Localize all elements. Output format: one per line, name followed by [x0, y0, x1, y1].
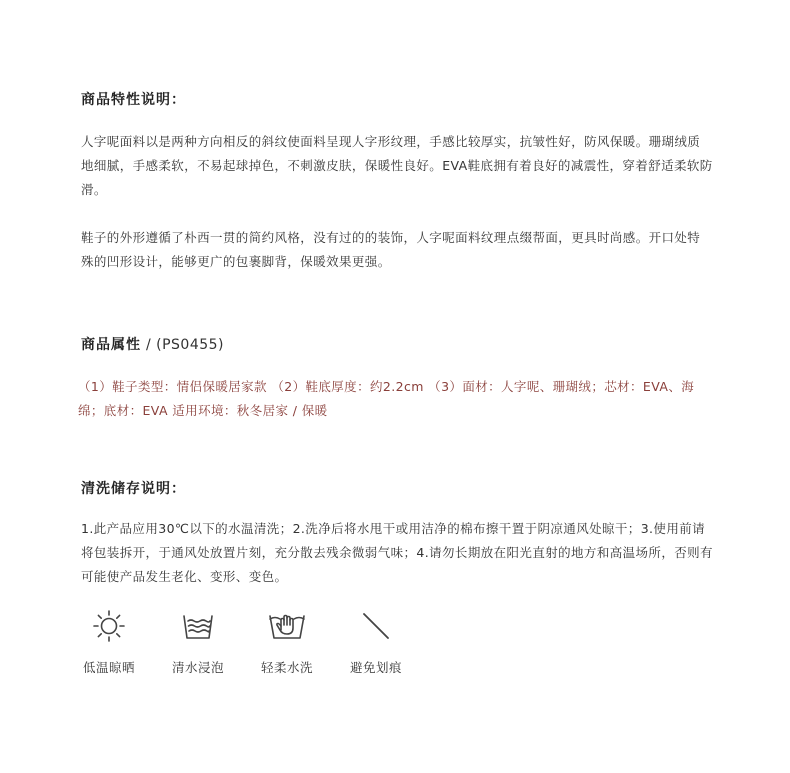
care-label-scratch: 避免划痕	[349, 660, 402, 675]
care-label-handwash: 轻柔水洗	[260, 660, 313, 675]
care-item-sun	[74, 608, 144, 676]
care-item-handwash	[252, 608, 322, 676]
care-title: 清洗储存说明：	[81, 481, 186, 497]
attributes-title	[81, 334, 224, 354]
attributes-title-text: 商品属性	[81, 337, 141, 353]
care-label-sun: 低温晾晒	[82, 660, 135, 675]
slash-icon	[358, 608, 394, 644]
features-title: 商品特性说明：	[81, 92, 186, 108]
care-text: 1.此产品应用30℃以下的水温清洗；2.洗净后将水甩干或用洁净的棉布擦干置于阴凉通风处晾干；3.使用前请将包装拆开，于通风处放置片刻，充分散去残余微弱气味；4.请勿长期放在阳光直射的地方和高温场所，否则有可能使产品发生老化、变形、变色。	[81, 521, 713, 584]
hand-wash-icon	[267, 608, 307, 644]
sun-icon	[91, 608, 127, 644]
water-basin-icon	[180, 608, 216, 644]
attributes-text: （1）鞋子类型：情侣保暖居家款 （2）鞋底厚度：约2.2cm （3）面材：人字呢、珊瑚绒；芯材：EVA、海绵；底材：EVA 适用环境：秋冬居家 / 保暖	[78, 379, 695, 418]
care-item-scratch	[341, 608, 411, 676]
features-paragraph-2: 鞋子的外形遵循了朴西一贯的简约风格，没有过的的装饰，人字呢面料纹理点缀帮面，更具时尚感。开口处特殊的凹形设计，能够更广的包裹脚背，保暖效果更强。	[81, 230, 701, 269]
features-paragraph-1: 人字呢面料以是两种方向相反的斜纹使面料呈现人字形纹理，手感比较厚实，抗皱性好，防风保暖。珊瑚绒质地细腻，手感柔软，不易起球掉色，不刺激皮肤，保暖性良好。EVA鞋底拥有着良好的减震性，穿着舒适柔软防滑。	[81, 134, 713, 197]
attributes-code: / (PS0455)	[141, 337, 224, 353]
care-label-basin: 清水浸泡	[171, 660, 224, 675]
care-item-basin	[163, 608, 233, 676]
